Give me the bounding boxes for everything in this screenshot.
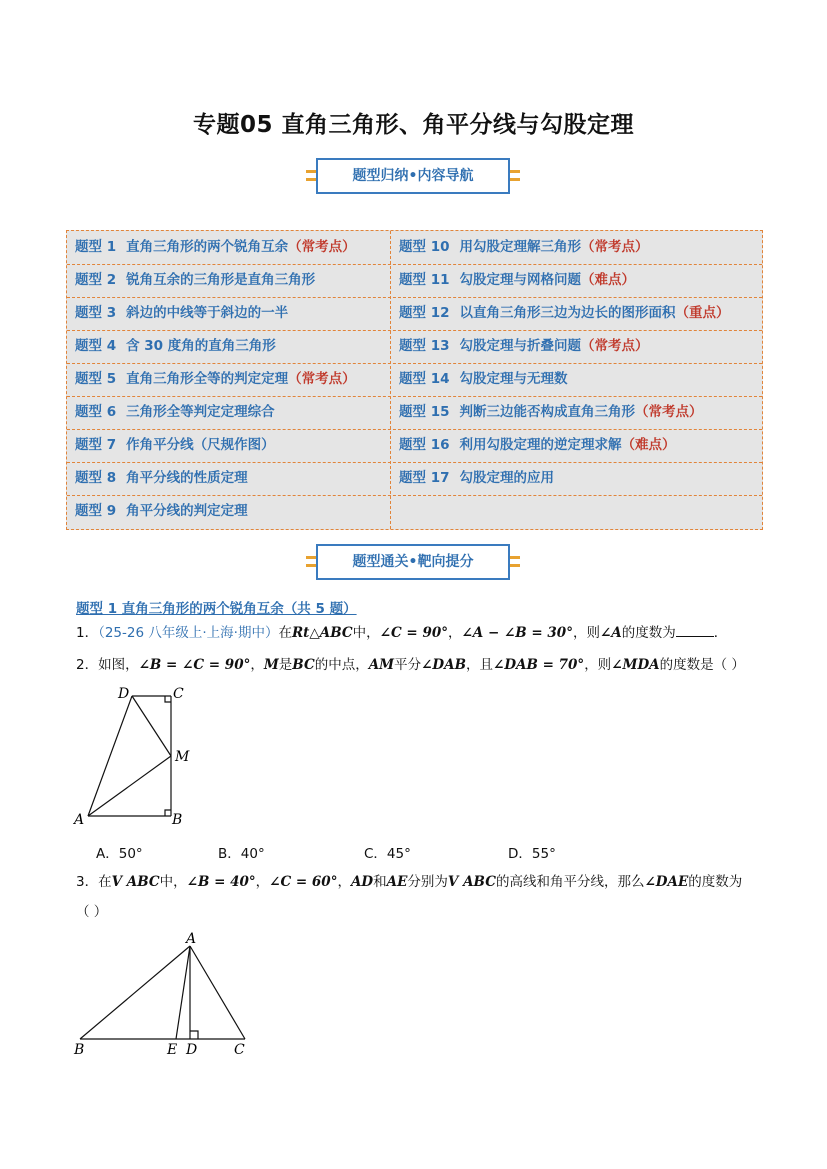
point-label-C: C — [173, 686, 184, 702]
question-2: 2．如图，∠B = ∠C = 90°，M是BC的中点，AM平分∠DAB，且∠DAB = 70°，则∠MDA的度数是（ ） — [76, 657, 745, 673]
option-a[interactable]: A．50° — [96, 846, 143, 862]
nav-item[interactable]: 题型 6 三角形全等判定定理综合 — [75, 404, 275, 420]
nav-item[interactable]: 题型 10 用勾股定理解三角形（常考点） — [399, 239, 649, 255]
nav-item[interactable]: 题型 2 锐角互余的三角形是直角三角形 — [75, 272, 316, 288]
point-label-D: D — [118, 686, 130, 702]
option-d[interactable]: D．55° — [508, 846, 556, 862]
point-label-M: M — [175, 749, 190, 765]
nav-item[interactable]: 题型 9 角平分线的判定定理 — [75, 503, 248, 519]
q2-figure — [70, 682, 200, 827]
point-label-E: E — [167, 1042, 178, 1058]
section-banner-navigation — [306, 158, 520, 194]
nav-item[interactable]: 题型 16 利用勾股定理的逆定理求解（难点） — [399, 437, 676, 453]
nav-item[interactable]: 题型 11 勾股定理与网格问题（难点） — [399, 272, 635, 288]
question-3-answer-brackets: （ ） — [76, 904, 108, 920]
nav-item[interactable]: 题型 8 角平分线的性质定理 — [75, 470, 248, 486]
topic-navigation-table — [66, 230, 763, 530]
point-label-A: A — [74, 812, 85, 827]
nav-item[interactable]: 题型 3 斜边的中线等于斜边的一半 — [75, 305, 289, 321]
page-title: 专题05 直角三角形、角平分线与勾股定理 — [192, 112, 634, 138]
banner-label: 题型归纳•内容导航 — [316, 158, 510, 194]
question-3: 3．在V ABC中，∠B = 40°，∠C = 60°，AD和AE分别为V ABC的高线和角平分线，那么∠DAE的度数为 — [76, 874, 743, 890]
option-c[interactable]: C．45° — [364, 846, 411, 862]
point-label-C: C — [234, 1042, 245, 1058]
section-banner-practice — [306, 544, 520, 580]
point-label-B: B — [172, 812, 183, 827]
section-heading: 题型 1 直角三角形的两个锐角互余（共 5 题） — [76, 601, 357, 617]
point-label-A: A — [186, 931, 197, 947]
option-b[interactable]: B．40° — [218, 846, 265, 862]
nav-item[interactable]: 题型 12 以直角三角形三边为边长的图形面积（重点） — [399, 305, 730, 321]
nav-item[interactable]: 题型 7 作角平分线（尺规作图） — [75, 437, 275, 453]
nav-item[interactable]: 题型 1 直角三角形的两个锐角互余（常考点） — [75, 239, 356, 255]
nav-item[interactable]: 题型 13 勾股定理与折叠问题（常考点） — [399, 338, 649, 354]
answer-blank[interactable] — [676, 622, 714, 637]
point-label-B: B — [74, 1042, 85, 1058]
q3-figure — [70, 930, 260, 1060]
question-1: 1．（25-26 八年级上·上海·期中）在Rt△ABC中，∠C = 90°，∠A − ∠B = 30°，则∠A的度数为 ． — [76, 622, 727, 643]
point-label-D: D — [186, 1042, 198, 1058]
nav-item[interactable]: 题型 17 勾股定理的应用 — [399, 470, 554, 486]
nav-item[interactable]: 题型 4 含 30 度角的直角三角形 — [75, 338, 276, 354]
nav-item[interactable]: 题型 15 判断三边能否构成直角三角形（常考点） — [399, 404, 703, 420]
banner-label: 题型通关•靶向提分 — [316, 544, 510, 580]
nav-item[interactable]: 题型 14 勾股定理与无理数 — [399, 371, 568, 387]
nav-item[interactable]: 题型 5 直角三角形全等的判定定理（常考点） — [75, 371, 356, 387]
